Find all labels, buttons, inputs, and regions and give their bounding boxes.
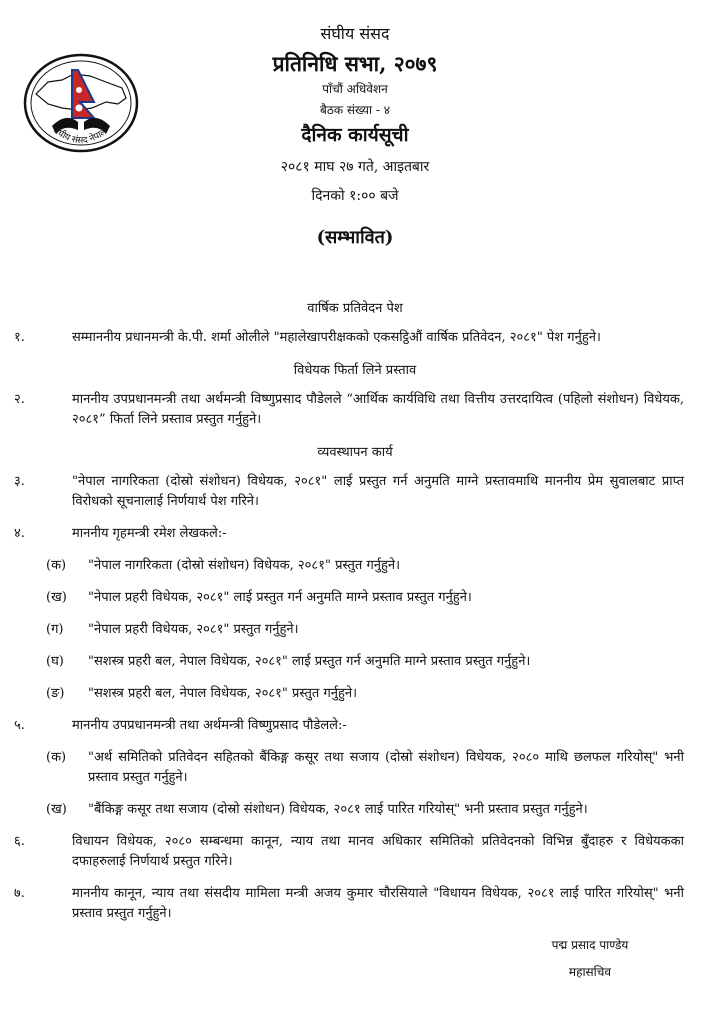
subitem-text: "नेपाल प्रहरी विधेयक, २०८१" प्रस्तुत गर्नुहुने। bbox=[88, 622, 299, 637]
item-number: ५. bbox=[14, 718, 25, 733]
item-number: ३. bbox=[14, 474, 25, 489]
agenda-item-4 bbox=[0, 524, 710, 544]
item-text: माननीय गृहमन्त्री रमेश लेखकले:- bbox=[72, 526, 227, 541]
section-heading-bill-withdrawal: विधेयक फिर्ता लिने प्रस्ताव bbox=[293, 363, 417, 378]
subitem-number: (ग) bbox=[46, 622, 64, 637]
agenda-subitem-4a bbox=[0, 556, 710, 576]
subitem-text: "बैंकिङ्ग कसूर तथा सजाय (दोस्रो संशोधन) विधेयक, २०८१ लाई पारित गरियोस्" भनी प्रस्ताव प्रस्तुत गर्नुहुने। bbox=[88, 802, 588, 817]
agenda-subitem-4e bbox=[0, 684, 710, 704]
subitem-text: "नेपाल प्रहरी विधेयक, २०८१" लाई प्रस्तुत गर्न अनुमति माग्ने प्रस्ताव प्रस्तुत गर्नुहुने। bbox=[88, 590, 472, 605]
agenda-subitem-5b bbox=[0, 800, 710, 820]
signature-block bbox=[520, 936, 660, 990]
item-number: ४. bbox=[14, 526, 25, 541]
agenda-item-1 bbox=[0, 328, 710, 348]
item-text: सम्माननीय प्रधानमन्त्री के.पी. शर्मा ओलीले "महालेखापरीक्षकको एकसट्ठिऔं वार्षिक प्रतिवेदन, २०८१" पेश गर्नुहुने। bbox=[72, 330, 601, 345]
signatory-name: पद्म प्रसाद पाण्डेय bbox=[551, 938, 629, 952]
item-number: १. bbox=[14, 330, 25, 345]
header-house: प्रतिनिधि सभा, २०७९ bbox=[272, 51, 438, 76]
agenda-subitem-4c bbox=[0, 620, 710, 640]
agenda-subitem-4b bbox=[0, 588, 710, 608]
header-parliament: संघीय संसद bbox=[320, 24, 390, 43]
item-text: माननीय उपप्रधानमन्त्री तथा अर्थमन्त्री विष्णुप्रसाद पौडेलले “आर्थिक कार्यविधि तथा वित्तीय उत्तरदायित्व (पहिलो संशोधन) विधेयक, २०८१” फिर्ता लिने प्रस्ताव प्रस्तुत गर्नुहुने। bbox=[72, 392, 684, 427]
agenda-subitem-5a bbox=[0, 748, 710, 788]
header-meeting-number: बैठक संख्या - ४ bbox=[320, 103, 390, 117]
subitem-number: (ख) bbox=[46, 590, 67, 605]
item-number: ६. bbox=[14, 834, 25, 849]
subitem-text: "सशस्त्र प्रहरी बल, नेपाल विधेयक, २०८१" प्रस्तुत गर्नुहुने। bbox=[88, 686, 358, 701]
header-agenda-title: दैनिक कार्यसूची bbox=[301, 124, 409, 146]
item-number: २. bbox=[14, 392, 25, 407]
item-text: "नेपाल नागरिकता (दोस्रो संशोधन) विधेयक, २०८१" लाई प्रस्तुत गर्न अनुमति माग्ने प्रस्तावमाथि माननीय प्रेम सुवालबाट प्राप्त विरोधको सूचनालाई निर्णयार्थ पेश गरिने। bbox=[72, 474, 684, 509]
header-date: २०८१ माघ २७ गते, आइतबार bbox=[280, 159, 430, 175]
subitem-number: (ङ) bbox=[46, 686, 65, 701]
subitem-number: (ख) bbox=[46, 802, 67, 817]
subitem-number: (घ) bbox=[46, 654, 64, 669]
header-session: पाँचौं अधिवेशन bbox=[322, 82, 388, 96]
subitem-text: "सशस्त्र प्रहरी बल, नेपाल विधेयक, २०८१" लाई प्रस्तुत गर्न अनुमति माग्ने प्रस्ताव प्रस्तुत गर्नुहुने। bbox=[88, 654, 531, 669]
item-number: ७. bbox=[14, 886, 25, 901]
agenda-item-6 bbox=[0, 832, 710, 872]
item-text: माननीय उपप्रधानमन्त्री तथा अर्थमन्त्री विष्णुप्रसाद पौडेलले:- bbox=[72, 718, 347, 733]
header-tentative: (सम्भावित) bbox=[316, 227, 394, 248]
agenda-item-2 bbox=[0, 390, 710, 430]
subitem-number: (क) bbox=[46, 750, 67, 765]
agenda-item-7 bbox=[0, 884, 710, 924]
agenda-content bbox=[0, 298, 710, 936]
subitem-number: (क) bbox=[46, 558, 67, 573]
agenda-item-3 bbox=[0, 472, 710, 512]
item-text: विधायन विधेयक, २०८० सम्बन्धमा कानून, न्याय तथा मानव अधिकार समितिको प्रतिवेदनको विभिन्न बुँदाहरु र विधेयकका दफाहरुलाई निर्णयार्थ प्रस्तुत गरिने। bbox=[72, 834, 684, 869]
emblem-arc-text: संघीय संसद नेपाल bbox=[50, 125, 109, 147]
subitem-text: "अर्थ समितिको प्रतिवेदन सहितको बैंकिङ्ग कसूर तथा सजाय (दोस्रो संशोधन) विधेयक, २०८० माथि छलफल गरियोस्" भनी प्रस्ताव प्रस्तुत गर्नुहुने। bbox=[88, 750, 684, 785]
section-heading-annual-report: वार्षिक प्रतिवेदन पेश bbox=[307, 301, 403, 316]
item-text: माननीय कानून, न्याय तथा संसदीय मामिला मन्त्री अजय कुमार चौरसियाले "विधायन विधेयक, २०८१ लाई पारित गरियोस्" भनी प्रस्ताव प्रस्तुत गर्नुहुने। bbox=[72, 886, 684, 921]
agenda-item-5 bbox=[0, 716, 710, 736]
document-header bbox=[0, 20, 710, 249]
section-heading-legislative-business: व्यवस्थापन कार्य bbox=[317, 445, 393, 460]
subitem-text: "नेपाल नागरिकता (दोस्रो संशोधन) विधेयक, २०८१" प्रस्तुत गर्नुहुने। bbox=[88, 558, 401, 573]
signatory-title: महासचिव bbox=[568, 965, 612, 979]
header-time: दिनको १:०० बजे bbox=[311, 188, 399, 204]
agenda-subitem-4d bbox=[0, 652, 710, 672]
